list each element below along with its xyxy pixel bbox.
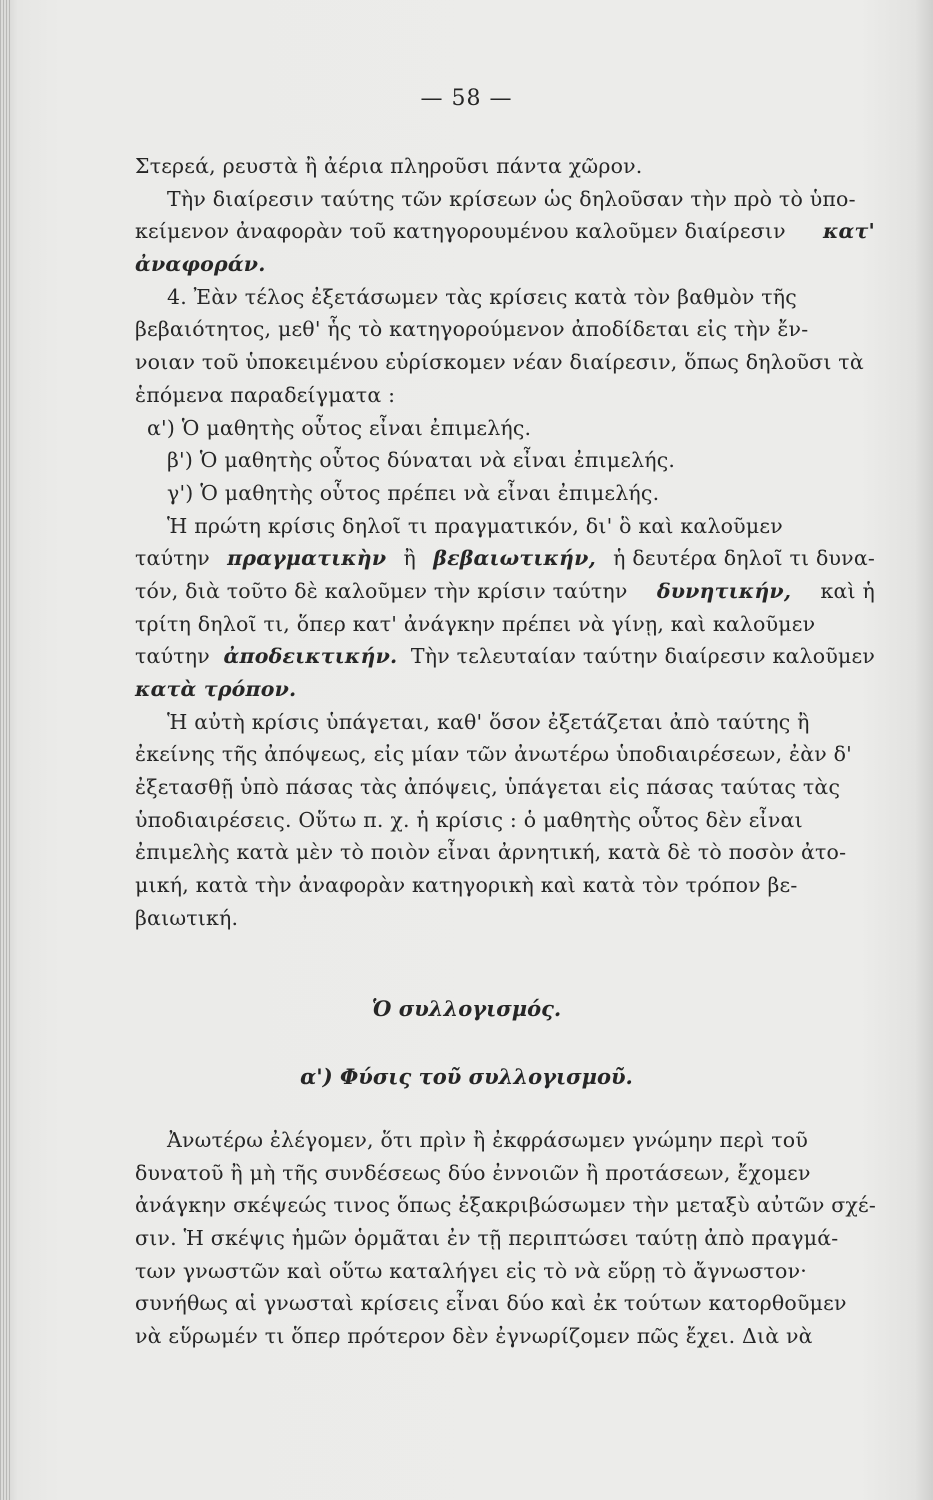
text-span: τόν, διὰ τοῦτο δὲ καλοῦμεν τὴν κρίσιν ταύτην <box>135 578 628 603</box>
emphasis: ἀναφοράν. <box>135 252 266 277</box>
example-line: β') Ὁ μαθητὴς οὗτος δύναται νὰ εἶναι ἐπιμελής. <box>167 448 676 473</box>
text-line: συνήθως αἱ γνωσταὶ κρίσεις εἶναι δύο καὶ ἐκ τούτων κατορθοῦμεν <box>135 1291 847 1316</box>
body-text-upper <box>135 150 875 935</box>
text-line <box>135 673 875 706</box>
example-line: γ') Ὁ μαθητὴς οὗτος πρέπει νὰ εἶναι ἐπιμελής. <box>167 480 660 505</box>
text-line <box>135 542 875 575</box>
text-line: Ἀνωτέρω ἐλέγομεν, ὅτι πρὶν ἢ ἐκφράσωμεν γνώμην περὶ τοῦ <box>167 1128 809 1152</box>
text-line <box>135 640 875 673</box>
text-line: Ἡ πρώτη κρίσις δηλοῖ τι πραγματικόν, δι' ὃ καὶ καλοῦμεν <box>167 513 783 538</box>
text-line: 4. Ἐὰν τέλος ἐξετάσωμεν τὰς κρίσεις κατὰ τὸν βαθμὸν τῆς <box>167 284 797 309</box>
text-line: νὰ εὕρωμέν τι ὅπερ πρότερον δὲν ἐγνωρίζομεν πῶς ἔχει. Διὰ νὰ <box>135 1324 813 1349</box>
text-line: νοιαν τοῦ ὑποκειμένου εὑρίσκομεν νέαν διαίρεσιν, ὅπως δηλοῦσι τὰ <box>135 350 864 375</box>
text-line: ἐκείνης τῆς ἀπόψεως, εἰς μίαν τῶν ἀνωτέρω ὑποδιαιρέσεων, ἐὰν δ' <box>135 742 852 767</box>
subsection-heading: α') Φύσις τοῦ συλλογισμοῦ. <box>300 1064 633 1089</box>
text-line: ἑπόμενα παραδείγματα : <box>135 382 396 407</box>
text-line: βαιωτική. <box>135 905 239 930</box>
text-line: βεβαιότητος, μεθ' ἧς τὸ κατηγορούμενον ἀποδίδεται εἰς τὴν ἔν- <box>135 317 809 342</box>
page-number: — 58 — <box>420 86 513 111</box>
text-line: μική, κατὰ τὴν ἀναφορὰν κατηγορικὴ καὶ κατὰ τὸν τρόπον βε- <box>135 873 798 898</box>
text-span: ταύτην <box>135 546 210 571</box>
emphasis: κατὰ τρόπον. <box>135 677 297 701</box>
text-line <box>135 215 875 248</box>
text-line: Στερεά, ρευστὰ ἢ ἀέρια πληροῦσι πάντα χῶρον. <box>135 154 643 178</box>
emphasis: δυνητικήν, <box>656 578 792 603</box>
body-text-lower <box>135 1124 875 1353</box>
section-heading: Ὁ συλλογισμός. <box>371 996 562 1021</box>
text-line: των γνωστῶν καὶ οὕτω καταλήγει εἰς τὸ νὰ εὕρῃ τὸ ἄγνωστον· <box>135 1258 807 1283</box>
text-line: δυνατοῦ ἢ μὴ τῆς συνδέσεως δύο ἐννοιῶν ἢ προτάσεων, ἔχομεν <box>135 1160 811 1185</box>
text-line: ὑποδιαιρέσεις. Οὕτω π. χ. ἡ κρίσις : ὁ μαθητὴς οὗτος δὲν εἶναι <box>135 807 803 832</box>
text-line: ἐξετασθῇ ὑπὸ πάσας τὰς ἀπόψεις, ὑπάγεται εἰς πάσας ταύτας τὰς <box>135 775 841 800</box>
text-span: ἡ δευτέρα δηλοῖ τι δυνα- <box>613 546 875 571</box>
emphasis: κατ' <box>822 219 875 244</box>
text-line: Ἡ αὐτὴ κρίσις ὑπάγεται, καθ' ὅσον ἐξετάζεται ἀπὸ ταύτης ἢ <box>167 709 810 734</box>
text-line <box>135 248 875 281</box>
emphasis: πραγματικὴν <box>227 546 387 571</box>
text-line <box>135 575 875 608</box>
text-line: Τὴν διαίρεσιν ταύτης τῶν κρίσεων ὡς δηλοῦσαν τὴν πρὸ τὸ ὑπο- <box>167 186 856 211</box>
text-span: κείμενον ἀναφορὰν τοῦ κατηγορουμένου καλοῦμεν διαίρεσιν <box>135 219 786 244</box>
text-line: σιν. Ἡ σκέψις ἡμῶν ὁρμᾶται ἐν τῇ περιπτώσει ταύτῃ ἀπὸ πραγμά- <box>135 1226 839 1251</box>
text-span: ταύτην <box>135 644 210 669</box>
emphasis: ἀποδεικτικήν. <box>223 644 398 669</box>
text-span: Τὴν τελευταίαν ταύτην διαίρεσιν καλοῦμεν <box>410 644 875 669</box>
emphasis: βεβαιωτικήν, <box>433 546 596 571</box>
text-span: ἢ <box>403 546 417 571</box>
text-span: καὶ ἡ <box>820 578 875 603</box>
text-line: τρίτη δηλοῖ τι, ὅπερ κατ' ἀνάγκην πρέπει νὰ γίνῃ, καὶ καλοῦμεν <box>135 611 816 636</box>
text-line: ἀνάγκην σκέψεώς τινος ὅπως ἐξακριβώσωμεν τὴν μεταξὺ αὐτῶν σχέ- <box>135 1193 876 1218</box>
page-edge <box>0 0 10 1500</box>
text-line: ἐπιμελὴς κατὰ μὲν τὸ ποιὸν εἶναι ἀρνητική, κατὰ δὲ τὸ ποσὸν ἀτο- <box>135 840 847 865</box>
example-line: α') Ὁ μαθητὴς οὗτος εἶναι ἐπιμελής. <box>147 415 532 440</box>
